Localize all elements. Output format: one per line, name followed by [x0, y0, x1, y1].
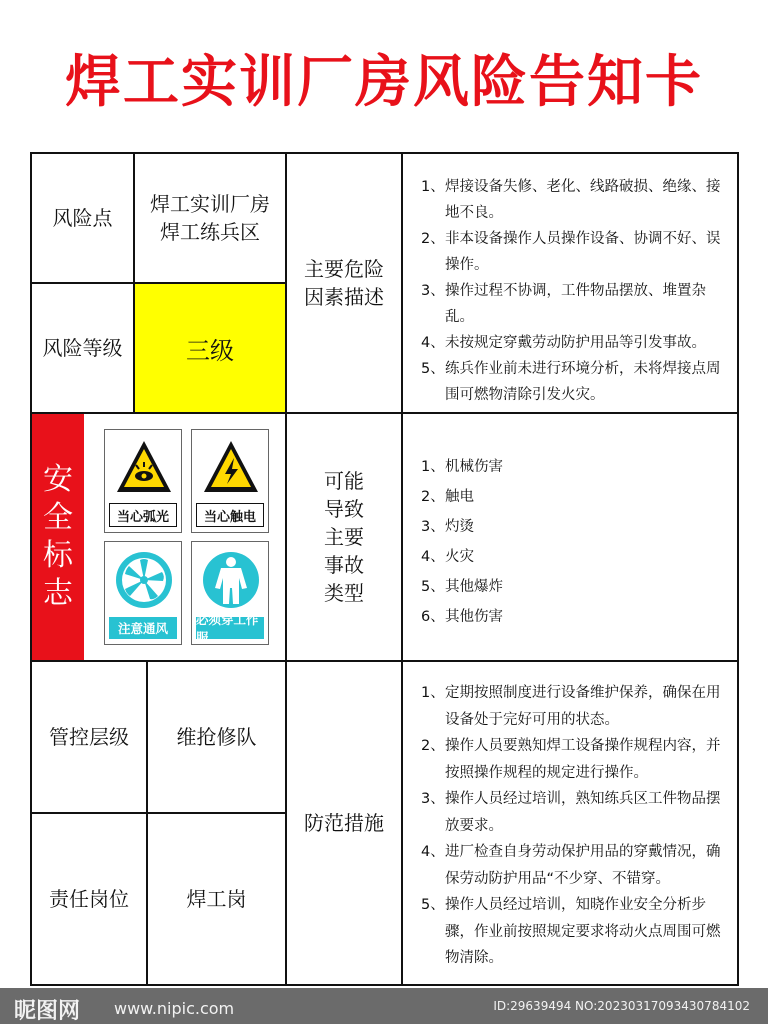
- list-item: 1、 焊接设备失修、老化、线路破损、绝缘、接地不良。: [421, 179, 721, 221]
- electric-shock-warning-icon: [201, 438, 261, 496]
- sign-caption: 注意通风: [109, 617, 177, 639]
- list-item: 2、 操作人员要熟知焊工设备操作规程内容，并按照操作规程的规定进行操作。: [421, 738, 721, 781]
- list-item: 5、 其他爆炸: [421, 579, 503, 595]
- sign-arc-light: [104, 429, 182, 533]
- responsible-post-value: 焊工岗: [146, 812, 287, 986]
- accidents-list: [401, 412, 739, 662]
- image-id-label: ID:29639494 NO:20230317093430784102: [493, 999, 750, 1013]
- ventilation-icon: [114, 550, 174, 610]
- sign-caption: 必须穿工作服: [196, 617, 264, 639]
- list-item: 4、 火灾: [421, 549, 474, 565]
- hazards-list: [401, 152, 739, 414]
- list-item: 4、 未按规定穿戴劳动防护用品等引发事故。: [421, 335, 706, 351]
- list-item: 1、 机械伤害: [421, 459, 503, 475]
- sign-ventilation: [104, 541, 182, 645]
- risk-level-label: 风险等级: [30, 282, 135, 414]
- list-item: 4、 进厂检查自身劳动保护用品的穿戴情况，确保劳动防护用品“不少穿、不错穿。: [421, 844, 721, 887]
- control-level-label: 管控层级: [30, 660, 148, 814]
- list-item: 3、 操作过程不协调，工件物品摆放、堆置杂乱。: [421, 283, 706, 325]
- page-title: 焊工实训厂房风险告知卡: [65, 50, 703, 115]
- sign-caption: 当心弧光: [109, 503, 177, 527]
- list-item: 5、 练兵作业前未进行环境分析，未将焊接点周围可燃物清除引发火灾。: [421, 361, 721, 403]
- list-item: 5、 操作人员经过培训，知晓作业安全分析步骤，作业前按照规定要求将动火点周围可燃物清除。: [421, 897, 721, 966]
- sign-caption: 当心触电: [196, 503, 264, 527]
- list-item: 2、 触电: [421, 489, 474, 505]
- accidents-label: 可能 导致 主要 事故 类型: [285, 412, 403, 662]
- work-clothes-icon: [201, 550, 261, 610]
- list-item: 3、 灼烫: [421, 519, 474, 535]
- watermark-site: www.nipic.com: [114, 999, 235, 1018]
- list-item: 2、 非本设备操作人员操作设备、协调不好、误操作。: [421, 231, 721, 273]
- hazards-label: 主要危险 因素描述: [285, 152, 403, 414]
- measures-list: [401, 660, 739, 986]
- risk-level-value: 三级: [133, 282, 287, 414]
- risk-point-label: 风险点: [30, 152, 135, 284]
- responsible-post-label: 责任岗位: [30, 812, 148, 986]
- risk-point-value: 焊工实训厂房 焊工练兵区: [133, 152, 287, 284]
- safety-signs-label: 安全 标志: [32, 414, 84, 660]
- list-item: 3、 操作人员经过培训，熟知练兵区工件物品摆放要求。: [421, 791, 721, 834]
- control-level-value: 维抢修队: [146, 660, 287, 814]
- measures-label: 防范措施: [285, 660, 403, 986]
- watermark-logo: 昵图网: [14, 999, 81, 1024]
- sign-work-clothes: [191, 541, 269, 645]
- arc-light-warning-icon: [114, 438, 174, 496]
- list-item: 6、 其他伤害: [421, 609, 503, 625]
- list-item: 1、 定期按照制度进行设备维护保养，确保在用设备处于完好可用的状态。: [421, 685, 721, 728]
- sign-electric-shock: [191, 429, 269, 533]
